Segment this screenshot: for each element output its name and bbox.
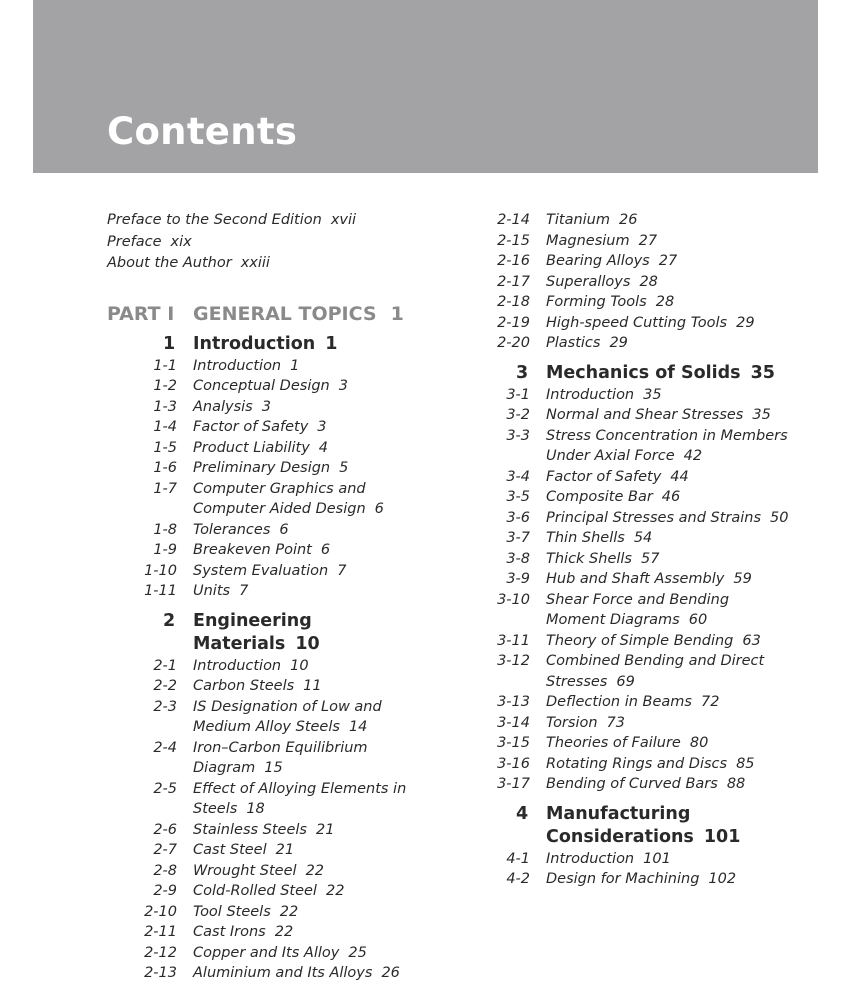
part-label: PART I	[107, 302, 175, 325]
section-page: 21	[315, 821, 335, 838]
section-page: 80	[689, 735, 709, 751]
section-number: 2-13	[144, 965, 177, 981]
chapter-heading-3	[460, 362, 790, 385]
section-title: Thin Shells	[546, 530, 625, 546]
section-title: Introduction	[546, 386, 635, 403]
front-matter-page: xxiii	[240, 255, 270, 271]
section-page: 21	[275, 842, 295, 858]
section-title: Conceptual Design	[193, 378, 330, 394]
toc-entry	[107, 520, 437, 541]
section-number: 1-7	[153, 480, 177, 497]
toc-entry	[107, 561, 437, 582]
section-title: Preliminary Design	[193, 460, 331, 476]
section-number: 2-2	[153, 678, 177, 694]
toc-entry	[460, 333, 790, 354]
section-number: 1-5	[153, 439, 177, 456]
section-page: 54	[633, 530, 653, 546]
chapter-heading-1	[107, 333, 437, 356]
toc-entry	[460, 631, 790, 652]
section-number: 2-16	[497, 253, 530, 269]
toc-entry	[107, 376, 437, 397]
section-page: 18	[246, 801, 265, 817]
section-title: Forming Tools	[546, 294, 647, 310]
section-number: 1-3	[153, 398, 177, 415]
section-number: 1-11	[144, 583, 177, 599]
section-page: 42	[683, 448, 703, 464]
section-title: Magnesium	[546, 232, 630, 249]
section-page: 6	[374, 501, 384, 517]
toc-entry	[460, 508, 790, 529]
part-page: 1	[390, 302, 404, 325]
section-page: 69	[616, 673, 635, 690]
section-title: Introduction	[193, 357, 282, 374]
toc-entry	[460, 692, 790, 713]
toc-entry	[460, 313, 790, 334]
section-page: 28	[639, 273, 658, 290]
section-title: Stress Concentration in Members Under Axial Force	[546, 427, 788, 464]
section-page: 101	[643, 850, 671, 867]
toc-entry	[460, 733, 790, 754]
section-number: 1-10	[144, 562, 177, 579]
toc-entry	[107, 540, 437, 561]
section-number: 3-9	[506, 571, 530, 587]
section-number: 2-6	[153, 821, 177, 838]
chapter-1-sections	[107, 356, 437, 602]
section-number: 3-10	[497, 591, 530, 608]
section-page: 50	[770, 509, 789, 526]
section-number: 3-12	[497, 653, 530, 669]
section-page: 60	[688, 612, 708, 628]
front-matter-list	[107, 210, 437, 275]
section-page: 57	[640, 550, 660, 567]
section-page: 6	[320, 542, 331, 558]
toc-entry	[107, 922, 437, 943]
chapter-title: Engineering Materials	[193, 610, 312, 654]
toc-entry	[107, 840, 437, 861]
section-page: 3	[317, 419, 327, 435]
section-number: 3-5	[506, 489, 530, 505]
section-number: 3-16	[497, 755, 530, 772]
front-matter-title: Preface	[107, 233, 162, 250]
chapter-title: Manufacturing Considerations	[546, 803, 694, 847]
section-title: Factor of Safety	[546, 468, 662, 485]
section-page: 27	[658, 253, 678, 269]
section-page: 25	[348, 944, 367, 961]
section-page: 6	[279, 521, 289, 538]
toc-entry	[460, 651, 790, 692]
section-number: 4-1	[506, 850, 530, 867]
section-number: 1-6	[153, 460, 177, 476]
section-title: Deflection in Beams	[546, 694, 692, 710]
toc-right-column	[460, 210, 790, 890]
section-page: 59	[733, 571, 752, 587]
chapter-page: 10	[295, 633, 320, 654]
section-number: 2-8	[153, 862, 177, 879]
toc-entry	[460, 754, 790, 775]
section-title: Theories of Failure	[546, 735, 681, 751]
section-number: 3-4	[506, 468, 530, 485]
toc-entry	[460, 487, 790, 508]
section-number: 3-6	[506, 509, 530, 526]
chapter-heading-4	[460, 803, 790, 849]
header-banner	[33, 0, 818, 173]
section-title: Bearing Alloys	[546, 253, 650, 269]
chapter-title: Introduction	[193, 333, 316, 354]
section-number: 2-5	[153, 780, 177, 797]
section-number: 2-19	[497, 314, 530, 331]
section-title: Units	[193, 583, 231, 599]
toc-entry	[460, 869, 790, 890]
section-title: Torsion	[546, 714, 598, 731]
section-page: 26	[381, 965, 400, 981]
toc-entry	[460, 405, 790, 426]
section-number: 3-1	[506, 386, 530, 403]
section-number: 2-10	[144, 903, 177, 920]
section-page: 29	[736, 314, 755, 331]
front-matter-item	[107, 210, 437, 232]
page-title: Contents	[107, 110, 298, 153]
section-page: 1	[290, 357, 300, 374]
chapter-number: 3	[516, 362, 529, 383]
toc-entry	[460, 569, 790, 590]
section-page: 5	[339, 460, 349, 476]
section-title: Cast Steel	[193, 842, 267, 858]
section-title: Rotating Rings and Discs	[546, 755, 728, 772]
chapter-number: 4	[516, 803, 529, 824]
section-number: 3-11	[497, 632, 530, 649]
section-page: 72	[701, 694, 720, 710]
toc-entry	[460, 272, 790, 293]
section-page: 15	[264, 760, 283, 776]
toc-entry	[107, 356, 437, 377]
chapter-page: 101	[703, 826, 741, 847]
section-page: 11	[303, 678, 322, 694]
chapter-2-sections	[107, 656, 437, 984]
section-page: 22	[305, 862, 325, 879]
section-page: 7	[337, 562, 347, 579]
toc-entry	[460, 590, 790, 631]
toc-entry	[107, 861, 437, 882]
toc-entry	[460, 426, 790, 467]
section-number: 2-18	[497, 294, 530, 310]
section-title: Combined Bending and Direct Stresses	[546, 653, 765, 690]
section-page: 27	[638, 232, 658, 249]
section-title: Bending of Curved Bars	[546, 776, 718, 792]
chapter-page: 35	[750, 362, 775, 383]
toc-entry	[107, 656, 437, 677]
section-page: 63	[742, 632, 761, 649]
section-title: Analysis	[193, 398, 253, 415]
section-title: Iron–Carbon Equilibrium Diagram	[193, 739, 368, 776]
section-title: Thick Shells	[546, 550, 632, 567]
section-number: 2-15	[497, 232, 530, 249]
front-matter-page: xvii	[330, 212, 357, 228]
section-number: 2-7	[153, 842, 177, 858]
section-title: IS Designation of Low and Medium Alloy Steels	[193, 698, 382, 735]
toc-entry	[107, 738, 437, 779]
section-number: 2-11	[144, 924, 177, 940]
section-number: 3-8	[506, 550, 530, 567]
section-title: Introduction	[193, 657, 282, 674]
section-number: 2-4	[153, 739, 177, 756]
front-matter-title: Preface to the Second Edition	[107, 212, 322, 228]
section-title: Introduction	[546, 850, 635, 867]
section-title: Carbon Steels	[193, 678, 295, 694]
toc-entry	[460, 385, 790, 406]
section-page: 10	[290, 657, 309, 674]
section-page: 26	[619, 212, 638, 228]
section-title: Cold-Rolled Steel	[193, 883, 317, 899]
toc-entry	[107, 943, 437, 964]
section-number: 4-2	[506, 871, 530, 887]
section-number: 2-20	[497, 335, 530, 351]
part-heading	[107, 298, 437, 330]
section-title: Normal and Shear Stresses	[546, 407, 744, 423]
toc-entry	[460, 292, 790, 313]
section-page: 46	[661, 489, 681, 505]
section-number: 2-14	[497, 212, 530, 228]
toc-entry	[107, 779, 437, 820]
section-number: 3-15	[497, 735, 530, 751]
toc-entry	[460, 210, 790, 231]
section-number: 1-9	[153, 542, 177, 558]
section-page: 22	[279, 903, 299, 920]
front-matter-item	[107, 253, 437, 275]
section-title: High-speed Cutting Tools	[546, 314, 728, 331]
toc-entry	[460, 774, 790, 795]
toc-entry	[107, 479, 437, 520]
section-title: Superalloys	[546, 273, 631, 290]
section-page: 22	[274, 924, 294, 940]
section-page: 14	[348, 719, 368, 735]
section-number: 3-17	[497, 776, 530, 792]
section-number: 3-3	[506, 427, 530, 444]
section-page: 35	[643, 386, 662, 403]
toc-entry	[460, 549, 790, 570]
toc-entry	[107, 581, 437, 602]
section-title: Effect of Alloying Elements in Steels	[193, 780, 407, 817]
front-matter-page: xix	[170, 233, 192, 250]
chapter-4-sections	[460, 849, 790, 890]
section-page: 73	[606, 714, 625, 731]
toc-entry	[107, 820, 437, 841]
section-page: 102	[708, 871, 737, 887]
chapter-page: 1	[325, 333, 338, 354]
section-title: Copper and Its Alloy	[193, 944, 340, 961]
toc-entry	[107, 397, 437, 418]
section-title: System Evaluation	[193, 562, 329, 579]
section-title: Titanium	[546, 212, 610, 228]
section-title: Hub and Shaft Assembly	[546, 571, 725, 587]
toc-entry	[460, 849, 790, 870]
section-title: Breakeven Point	[193, 542, 312, 558]
section-title: Principal Stresses and Strains	[546, 509, 762, 526]
section-number: 3-7	[506, 530, 530, 546]
toc-entry	[107, 902, 437, 923]
front-matter-title: About the Author	[107, 255, 232, 271]
chapter-3-sections	[460, 385, 790, 795]
section-title: Composite Bar	[546, 489, 653, 505]
toc-entry	[460, 251, 790, 272]
toc-entry	[107, 417, 437, 438]
section-number: 2-1	[153, 657, 177, 674]
section-title: Product Liability	[193, 439, 310, 456]
section-page: 29	[609, 335, 628, 351]
toc-entry	[460, 713, 790, 734]
section-number: 1-4	[153, 419, 177, 435]
section-page: 4	[318, 439, 329, 456]
chapter-title: Mechanics of Solids	[546, 362, 741, 383]
toc-entry	[107, 881, 437, 902]
part-title: GENERAL TOPICS	[193, 302, 377, 325]
section-number: 2-17	[497, 273, 530, 290]
section-title: Stainless Steels	[193, 821, 307, 838]
section-number: 1-2	[153, 378, 177, 394]
chapter-heading-2	[107, 610, 437, 656]
section-title: Shear Force and Bending Moment Diagrams	[546, 591, 730, 628]
toc-entry	[460, 528, 790, 549]
toc-entry	[107, 676, 437, 697]
chapter-number: 1	[163, 333, 176, 354]
section-page: 28	[655, 294, 675, 310]
section-title: Plastics	[546, 335, 601, 351]
section-number: 2-9	[153, 883, 177, 899]
chapter-number: 2	[163, 610, 176, 631]
toc-entry	[460, 231, 790, 252]
section-page: 22	[325, 883, 345, 899]
chapter-2-sections-continued	[460, 210, 790, 354]
section-page: 3	[261, 398, 271, 415]
section-title: Computer Graphics and Computer Aided Design	[193, 480, 366, 517]
section-page: 3	[338, 378, 348, 394]
section-number: 2-3	[153, 698, 177, 715]
section-number: 3-2	[506, 407, 530, 423]
section-title: Factor of Safety	[193, 419, 309, 435]
toc-entry	[107, 963, 437, 984]
front-matter-item	[107, 232, 437, 254]
section-number: 1-8	[153, 521, 177, 538]
section-title: Wrought Steel	[193, 862, 297, 879]
section-title: Design for Machining	[546, 871, 700, 887]
section-number: 3-13	[497, 694, 530, 710]
section-number: 3-14	[497, 714, 530, 731]
section-title: Tolerances	[193, 521, 271, 538]
section-title: Cast Irons	[193, 924, 266, 940]
toc-entry	[107, 438, 437, 459]
section-page: 88	[726, 776, 746, 792]
section-title: Aluminium and Its Alloys	[193, 965, 373, 981]
section-number: 2-12	[144, 944, 177, 961]
section-title: Tool Steels	[193, 903, 271, 920]
section-title: Theory of Simple Bending	[546, 632, 734, 649]
toc-entry	[107, 697, 437, 738]
toc-entry	[107, 458, 437, 479]
section-number: 1-1	[153, 357, 177, 374]
section-page: 35	[752, 407, 771, 423]
section-page: 7	[239, 583, 249, 599]
section-page: 44	[670, 468, 689, 485]
toc-entry	[460, 467, 790, 488]
toc-left-column	[107, 210, 437, 984]
section-page: 85	[736, 755, 755, 772]
